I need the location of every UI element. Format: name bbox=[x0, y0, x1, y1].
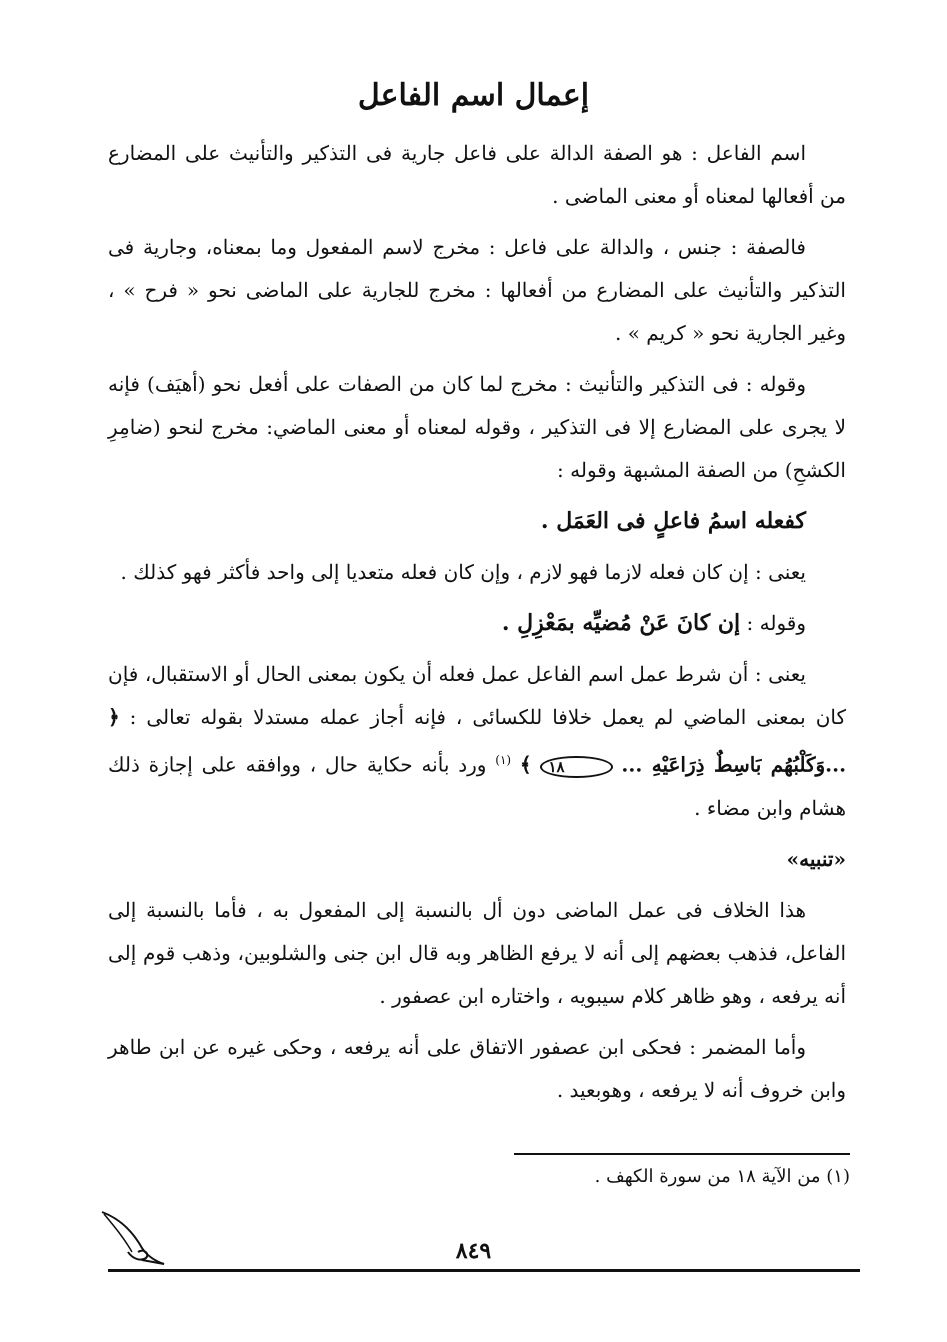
paragraph-transitivity: يعنى : إن كان فعله لازما فهو لازم ، وإن كان فعله متعديا إلى واحد فأكثر فهو كذلك . bbox=[120, 560, 806, 584]
footnote-divider bbox=[514, 1153, 850, 1155]
quran-close-bracket: ﴾ bbox=[519, 752, 532, 777]
paragraph-past-disagreement: هذا الخلاف فى عمل الماضى دون أل بالنسبة إلى المفعول به ، فأما بالنسبة إلى الفاعل، فذهب بعضهم إلى أنه لا يرفع الظاهر وبه قال ابن جنى والشلوبين، وذهب قوم إلى أنه يرفعه ، وهو ظاهر كلام سيبويه ، واختاره ابن عصفور . bbox=[108, 897, 846, 1008]
paragraph-gender-note: وقوله : فى التذكير والتأنيث : مخرج لما كان من الصفات على أفعل نحو (أهيَف) فإنه لا يجرى على المضارع إلا فى التذكير ، وقوله لمعناه أو معنى الماضي: مخرج لنحو (ضامِرِ الكشحِ) من الصفة المشبهة وقوله : bbox=[108, 372, 846, 482]
ayah-number-mark: ١٨ bbox=[540, 756, 612, 778]
bottom-rule bbox=[108, 1269, 860, 1272]
paragraph-condition bbox=[108, 653, 846, 830]
quran-quote: ﴿ ...وَكَلْبُهُم بَاسِطٌ ذِرَاعَيْهِ ... bbox=[108, 705, 847, 777]
note-heading: «تنبيه» bbox=[786, 846, 846, 871]
verse-line-2-row bbox=[108, 602, 846, 645]
footnote-text: (١) من الآية ١٨ من سورة الكهف . bbox=[594, 1166, 850, 1187]
footnote-reference: (١) bbox=[495, 753, 512, 767]
paragraph-pronoun: وأما المضمر : فحكى ابن عصفور الاتفاق على أنه يرفعه ، وحكى غيره عن ابن طاهر وابن خروف أنه لا يرفعه ، وهوبعيد . bbox=[108, 1034, 846, 1102]
page-number: ٨٤٩ bbox=[455, 1238, 492, 1264]
condition-text: يعنى : أن شرط عمل اسم الفاعل عمل فعله أن يكون بمعنى الحال أو الاستقبال، فإن كان بمعنى الماضي لم يعمل خلافا للكسائى ، فإنه أجاز عمله مستدلا بقوله تعالى : bbox=[108, 662, 846, 729]
paragraph-explanation: فالصفة : جنس ، والدالة على فاعل : مخرج لاسم المفعول وما بمعناه، وجارية فى التذكير والتأنيث على المضارع من أفعالها : مخرج للجارية على الماضى نحو « فرح » ، وغير الجارية نحو « كريم » . bbox=[108, 235, 846, 345]
condition-text-continued: ورد بأنه حكاية حال ، ووافقه على إجازة ذلك هشام وابن مضاء . bbox=[108, 752, 846, 820]
page-title: إعمال اسم الفاعل bbox=[357, 78, 590, 113]
verse-line-1: كفعله اسمُ فاعلٍ فى العَمَل . bbox=[540, 508, 806, 534]
verse-2-prefix: وقوله : bbox=[746, 611, 806, 635]
body-text bbox=[108, 132, 846, 1120]
paragraph-definition: اسم الفاعل : هو الصفة الدالة على فاعل جارية فى التذكير والتأنيث على المضارع من أفعالها لمعناه أو معنى الماضى . bbox=[108, 141, 846, 208]
verse-line-2: إن كانَ عَنْ مُضيِّه بمَعْزِلِ . bbox=[501, 610, 741, 636]
